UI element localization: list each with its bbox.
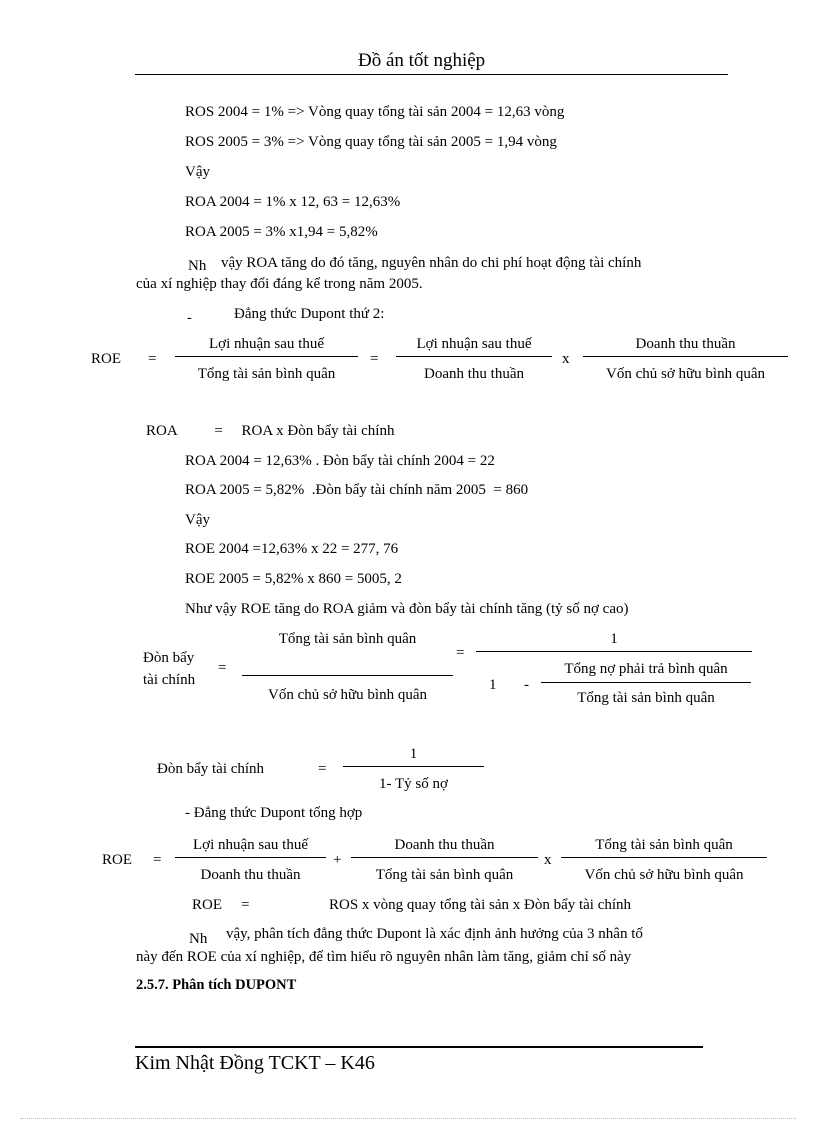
f2-eq1: =	[218, 660, 227, 676]
roe-summary-lhs: ROE	[192, 897, 222, 913]
f4-denominator-3: Vốn chủ sở hữu bình quân	[584, 867, 744, 883]
text-line-roa-2005: ROA 2005 = 3% x1,94 = 5,82%	[185, 224, 378, 240]
f1-denominator-3: Vốn chủ sở hữu bình quân	[606, 366, 765, 382]
f1-denominator-1: Tổng tài sản bình quân	[197, 366, 336, 382]
f4-lhs: ROE	[102, 852, 132, 868]
text-line-roa-2004: ROA 2004 = 1% x 12, 63 = 12,63%	[185, 194, 401, 210]
f2-fraction-bar-3	[541, 682, 751, 683]
f1-eq2: =	[370, 351, 379, 367]
f4-denominator-2: Tổng tài sản bình quân	[375, 867, 514, 883]
f1-numerator-1: Lợi nhuận sau thuế	[209, 336, 324, 352]
section-heading: 2.5.7. Phân tích DUPONT	[136, 977, 297, 993]
f2-eq2: =	[456, 645, 465, 661]
f4-numerator-2: Doanh thu thuần	[394, 837, 495, 853]
f4-numerator-1: Lợi nhuận sau thuế	[193, 837, 308, 853]
f2-fraction-bar-2	[476, 651, 752, 652]
f4-times: x	[544, 852, 552, 868]
text-line-roa-conclusion: vậy ROA tăng do đó tăng, nguyên nhân do chi phí hoạt động tài chính	[221, 255, 642, 271]
f2-one: 1	[489, 677, 497, 693]
f2-minus: -	[524, 677, 529, 693]
f4-fraction-bar-2	[351, 857, 538, 858]
text-line-dupont-conclusion: vậy, phân tích đẳng thức Dupont là xác định ảnh hưởng của 3 nhân tố	[226, 926, 643, 942]
text-line-roe-2004: ROE 2004 =12,63% x 22 = 277, 76	[185, 541, 399, 557]
f2-top-one: 1	[610, 631, 618, 647]
f4-fraction-bar-3	[561, 857, 767, 858]
roe-summary-rhs: ROS x vòng quay tổng tài sản x Đòn bẩy tài chính	[329, 897, 632, 913]
text-dupont-2-heading: Đẳng thức Dupont thứ 2:	[234, 306, 385, 322]
f2-lhs-line2: tài chính	[143, 672, 196, 688]
text-roa-equation: ROA = ROA x Đòn bẩy tài chính	[146, 423, 395, 439]
f4-denominator-1: Doanh thu thuần	[200, 867, 301, 883]
footer-text: Kim Nhật Đồng TCKT – K46	[135, 1052, 375, 1074]
f3-lhs: Đòn bẩy tài chính	[157, 761, 265, 777]
f1-lhs: ROE	[91, 351, 121, 367]
text-line-roe-conclusion: Như vậy ROE tăng do ROA giảm và đòn bẩy tài chính tăng (tỷ số nợ cao)	[185, 601, 629, 617]
f1-eq1: =	[148, 351, 157, 367]
f1-numerator-2: Lợi nhuận sau thuế	[416, 336, 532, 352]
f1-fraction-bar-2	[396, 356, 552, 357]
text-line-roa-2005-leverage: ROA 2005 = 5,82% .Đòn bẩy tài chính năm 2005 = 860	[185, 482, 529, 498]
f3-denominator: 1- Tỷ số nợ	[379, 776, 448, 792]
f2-numerator: Tổng tài sản bình quân	[278, 631, 417, 647]
f1-fraction-bar-1	[175, 356, 358, 357]
f2-sub-denominator: Tổng tài sản bình quân	[577, 690, 715, 706]
text-nh-1: Nh	[188, 258, 207, 274]
text-nh-2: Nh	[189, 931, 208, 947]
header-rule	[135, 74, 728, 75]
page-bottom-dotted-border	[20, 1118, 796, 1119]
f2-fraction-bar-1	[242, 675, 453, 676]
f3-fraction-bar	[343, 766, 484, 767]
f2-sub-numerator: Tổng nợ phải trả bình quân	[564, 661, 728, 677]
f1-denominator-2: Doanh thu thuần	[424, 366, 524, 382]
text-line-vay-2: Vậy	[185, 512, 210, 528]
f1-numerator-3: Doanh thu thuần	[635, 336, 736, 352]
bullet-dash: -	[187, 310, 192, 326]
f1-fraction-bar-3	[583, 356, 788, 357]
f2-denominator: Vốn chủ sở hữu bình quân	[268, 687, 427, 703]
text-line-ros-2005: ROS 2005 = 3% => Vòng quay tổng tài sản 2005 = 1,94 vòng	[185, 134, 557, 150]
f3-eq: =	[318, 761, 327, 777]
footer-rule	[135, 1046, 703, 1048]
text-line-ros-2004: ROS 2004 = 1% => Vòng quay tổng tài sản 2004 = 12,63 vòng	[185, 104, 565, 120]
text-dupont-combined-heading: - Đẳng thức Dupont tổng hợp	[185, 805, 363, 821]
f4-plus: +	[333, 852, 342, 868]
f4-fraction-bar-1	[175, 857, 326, 858]
text-line-dupont-conclusion-cont: này đến ROE của xí nghiệp, để tìm hiểu rõ nguyên nhân làm tăng, giảm chỉ số này	[136, 949, 632, 965]
f4-eq: =	[153, 852, 162, 868]
f3-numerator: 1	[409, 746, 418, 762]
f2-lhs-line1: Đòn bẩy	[143, 650, 195, 666]
f1-times: x	[562, 351, 570, 367]
text-line-vay-1: Vậy	[185, 164, 210, 180]
text-line-roe-2005: ROE 2005 = 5,82% x 860 = 5005, 2	[185, 571, 402, 587]
f4-numerator-3: Tổng tài sản bình quân	[595, 837, 733, 853]
text-line-roa-conclusion-cont: của xí nghiệp thay đổi đáng kể trong năm 2005.	[136, 276, 423, 292]
page-header-title: Đồ án tốt nghiệp	[358, 50, 486, 71]
text-line-roa-2004-leverage: ROA 2004 = 12,63% . Đòn bẩy tài chính 2004 = 22	[185, 453, 495, 469]
roe-summary-eq: =	[241, 897, 250, 913]
